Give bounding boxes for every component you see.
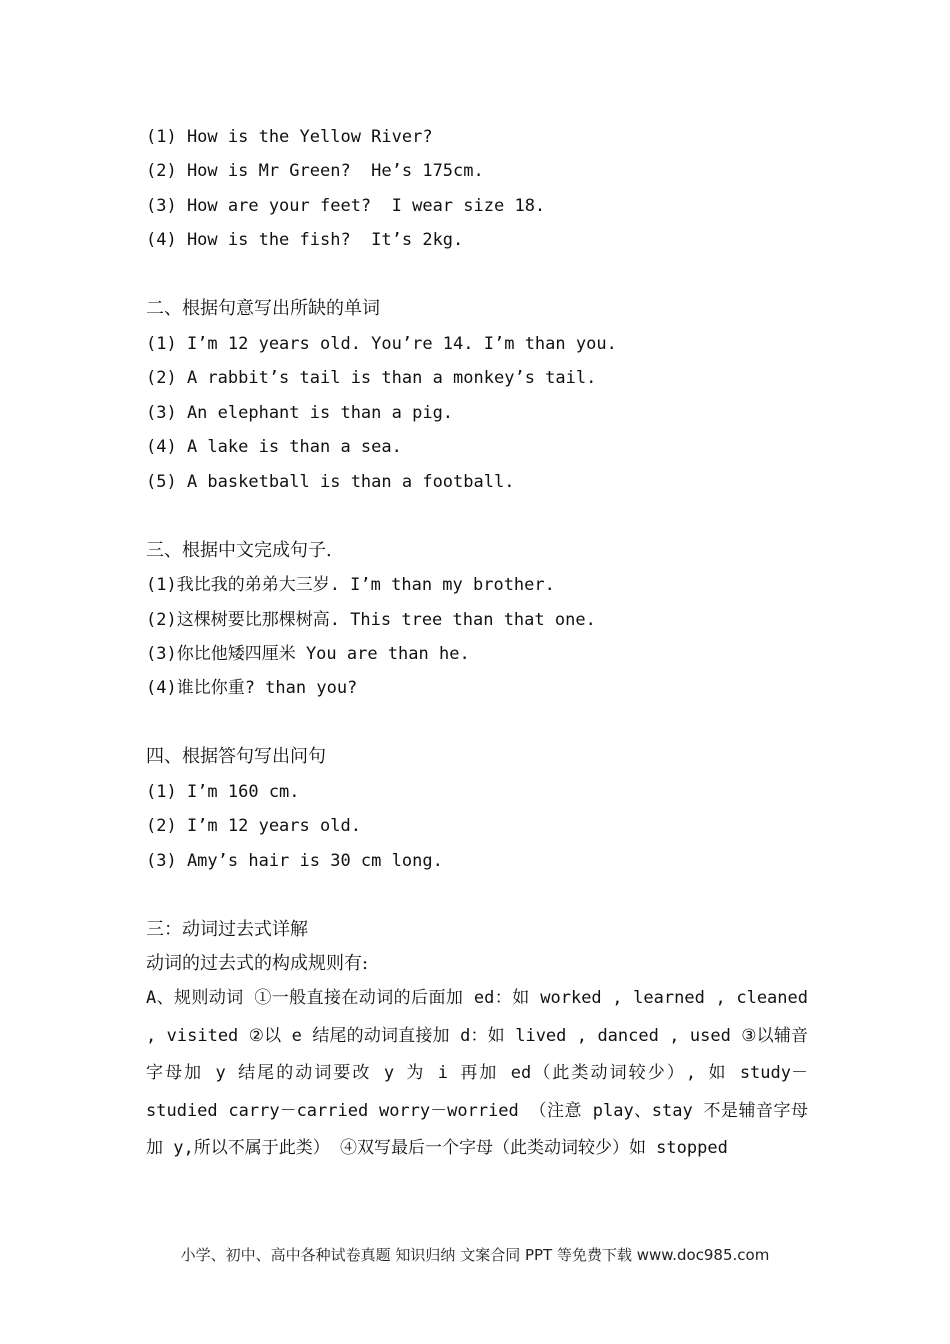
- question-item: (4) How is the fish? It’s 2kg.: [146, 230, 464, 250]
- footer-text: 小学、初中、高中各种试卷真题 知识归纳 文案合同 PPT 等免费下载 www.doc985.com: [180, 1246, 770, 1264]
- question-item: (2)这棵树要比那棵树高. This tree than that one.: [146, 610, 596, 630]
- section-heading: 四、根据答句写出问句: [146, 746, 326, 767]
- question-item: (1) I’m 160 cm.: [146, 782, 300, 802]
- question-item: (2) A rabbit’s tail is than a monkey’s tail.: [146, 368, 597, 388]
- section-subheading: 动词的过去式的构成规则有:: [146, 953, 369, 974]
- section-heading: 二、根据句意写出所缺的单词: [146, 298, 380, 319]
- question-item: (3) Amy’s hair is 30 cm long.: [146, 851, 443, 871]
- question-item: (2) I’m 12 years old.: [146, 816, 361, 836]
- question-item: (3) An elephant is than a pig.: [146, 403, 454, 423]
- section-heading: 三：动词过去式详解: [146, 919, 308, 940]
- question-item: (3)你比他矮四厘米 You are than he.: [146, 644, 470, 664]
- question-item: (5) A basketball is than a football.: [146, 472, 515, 492]
- question-item: (4) A lake is than a sea.: [146, 437, 402, 457]
- question-item: (4)谁比你重? than you?: [146, 678, 358, 698]
- question-item: (2) How is Mr Green? He’s 175cm.: [146, 161, 484, 181]
- question-item: (1) I’m 12 years old. You’re 14. I’m than you.: [146, 334, 617, 354]
- verb-rules-paragraph: A、规则动词 ①一般直接在动词的后面加 ed：如 worked , learned , cleaned , visited ②以 e 结尾的动词直接加 d：如 lived , danced , used ③以辅音字母加 y 结尾的动词要改 y 为 i 再加 ed（此类动词较少）, 如 study－studied carry－carried worry－worried （注意 play、stay 不是辅音字母加 y,所以不属于此类） ④双写最后一个字母（此类动词较少）如 stopped: [146, 988, 808, 1158]
- section-heading: 三、根据中文完成句子.: [146, 540, 332, 561]
- question-item: (1) How is the Yellow River?: [146, 127, 433, 147]
- question-item: (1)我比我的弟弟大三岁. I’m than my brother.: [146, 575, 555, 595]
- question-item: (3) How are your feet? I wear size 18.: [146, 196, 546, 216]
